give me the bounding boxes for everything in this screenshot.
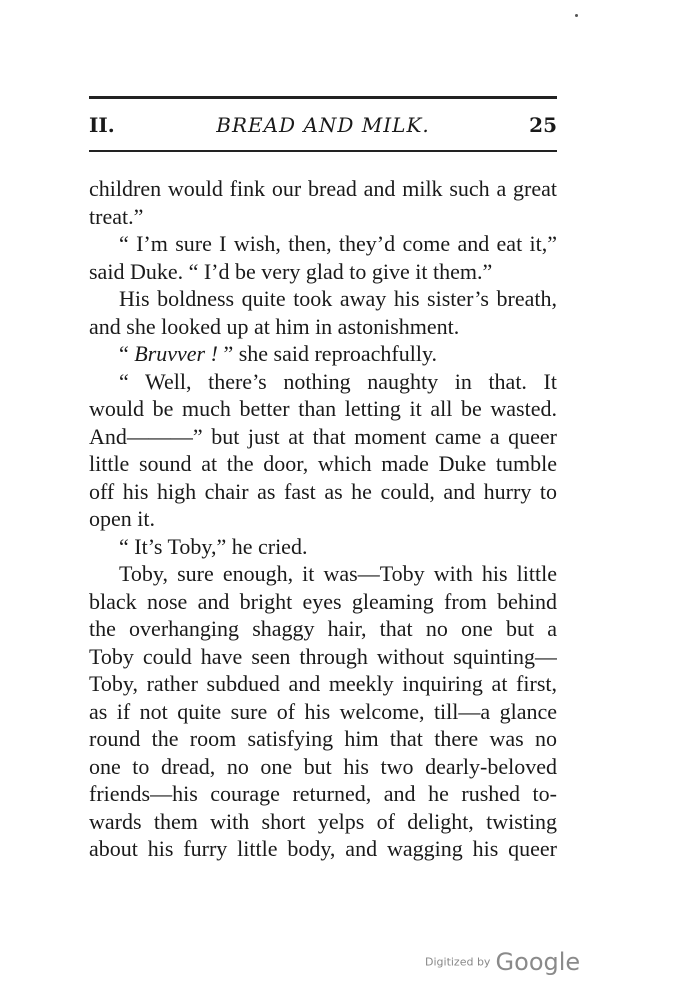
header-bottom-rule — [89, 150, 557, 152]
text-line: black nose and bright eyes gleaming from behind — [89, 588, 557, 614]
digitized-by-watermark — [425, 948, 580, 976]
text-line: Toby, sure enough, it was—Toby with his little — [119, 561, 557, 586]
text-line: “ It’s Toby,” he cried. — [119, 533, 308, 559]
text-line: children would fink our bread and milk such a great — [89, 176, 557, 201]
digitized-prefix: Digitized by — [425, 955, 491, 969]
text-line: round the room satisfying him that there was no — [89, 726, 557, 751]
italic-phrase: Bruvver ! — [134, 341, 218, 366]
text-line: friends—his courage returned, and he rushed to- — [89, 781, 557, 806]
text-line: about his furry little body, and wagging his queer — [89, 836, 557, 861]
running-title: BREAD AND MILK. — [216, 113, 430, 137]
text-line: Toby could have seen through without squinting— — [89, 643, 557, 669]
text-line: “ Bruvver ! ” she said reproachfully. — [119, 341, 438, 366]
text-line: little sound at the door, which made Duke tumble — [89, 451, 557, 476]
text-line: Toby, rather subdued and meekly inquiring at first, — [89, 671, 557, 696]
text-line: one to dread, no one but his two dearly-beloved — [89, 753, 557, 779]
text-line: the overhanging shaggy hair, that no one but a — [89, 616, 557, 641]
header-top-rule — [89, 96, 557, 99]
google-logo: Google — [495, 948, 581, 976]
text-line: “ I’m sure I wish, then, they’d come and eat it,” — [119, 231, 557, 256]
page-number: 25 — [529, 113, 557, 137]
text-line: off his high chair as fast as he could, and hurry to — [89, 478, 557, 504]
text-line: and she looked up at him in astonishment. — [89, 313, 460, 339]
body-text — [89, 175, 557, 863]
chapter-number: II. — [89, 113, 115, 137]
text-line: treat.” — [89, 203, 144, 229]
text-line: And———” but just at that moment came a queer — [89, 423, 557, 449]
page-speck — [575, 14, 578, 17]
text-line: His boldness quite took away his sister’s breath, — [119, 286, 557, 311]
text-line: wards them with short yelps of delight, twisting — [89, 808, 557, 834]
text-line: “ Well, there’s nothing naughty in that. It — [119, 368, 557, 394]
text-line: said Duke. “ I’d be very glad to give it them.” — [89, 258, 493, 284]
running-header — [89, 113, 557, 139]
text-line: as if not quite sure of his welcome, till—a glance — [89, 698, 557, 724]
text-line: would be much better than letting it all be wasted. — [89, 396, 557, 421]
text-line: open it. — [89, 506, 155, 531]
